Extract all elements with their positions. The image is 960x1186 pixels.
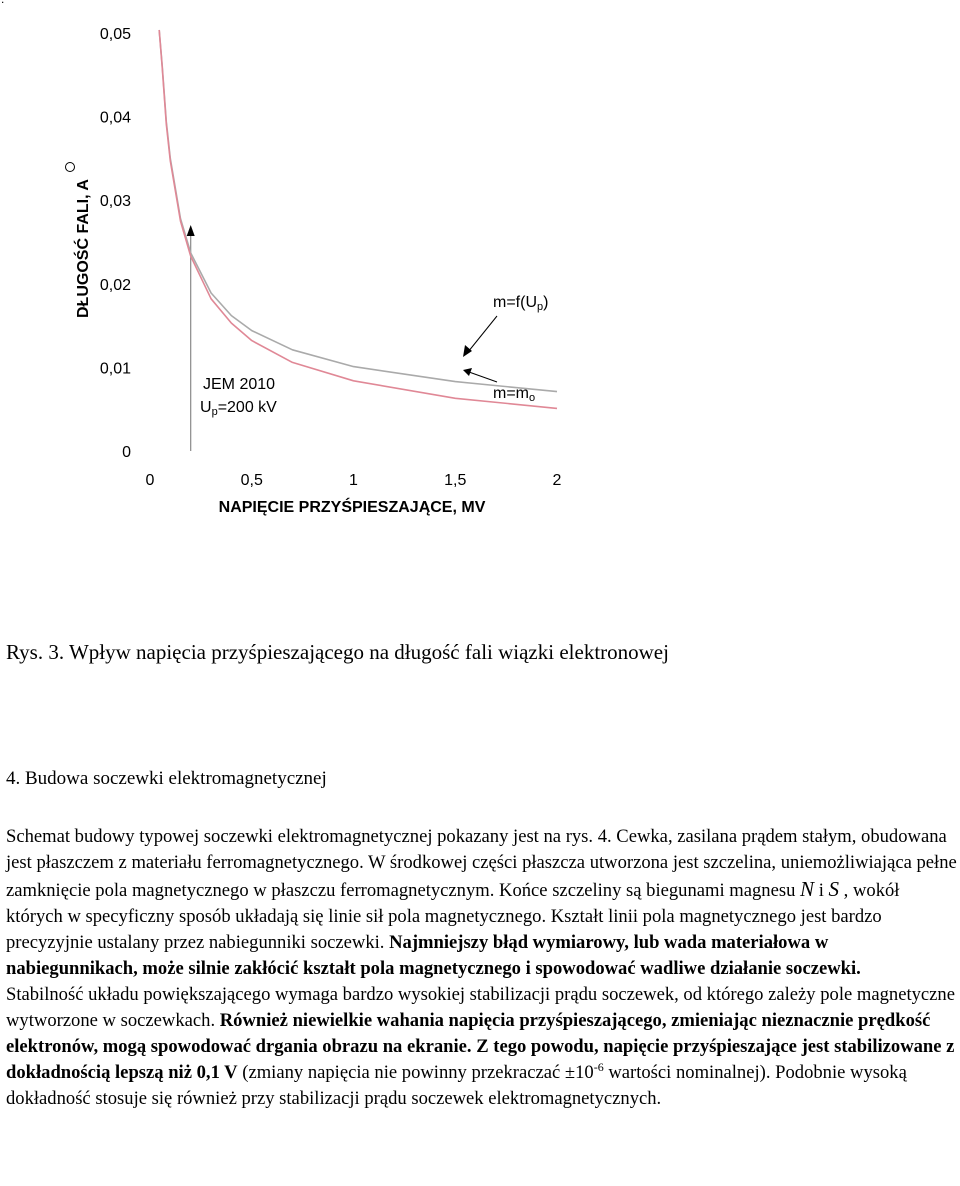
chart-series (159, 30, 557, 408)
pointer-arrow-rest-mass (463, 368, 472, 376)
angstrom-ring (66, 163, 75, 172)
pointer-line-relativistic (468, 316, 497, 352)
body-text (6, 824, 958, 1112)
series-line-1 (159, 30, 557, 392)
x-tick-label: 0 (145, 472, 155, 489)
figure-caption: Rys. 3. Wpływ napięcia przyśpieszającego na długość fali wiązki elektronowej (6, 640, 669, 664)
wavelength-chart (0, 0, 600, 530)
paragraph-stabilization: Stabilność układu powiększającego wymaga bardzo wysokiej stabilizacji prądu soczewek, od którego zależy pole magnetyczne wytworzone w soczewkach. Również niewielkie wahania napięcia przyśpieszającego, zmieniając nieznacznie prędkość elektronów, mogą spowodować drgania obrazu na ekranie. Z tego powodu, napięcie przyśpieszające jest stabilizowane z dokładnością lepszą niż 0,1 V (zmiany napięcia nie powinny przekraczać $\pm 10^{-6}$ wartości nominalnej). Podobnie wysoką dokładność stosuje się również przy stabilizacji prądu soczewek elektromagnetycznych. (6, 984, 955, 1109)
jem-voltage-label: Up=200 kV (200, 399, 277, 418)
y-tick-label: 0,03 (99, 193, 131, 211)
pointer-line-rest-mass (469, 372, 497, 382)
jem-arrowhead (187, 225, 195, 236)
y-axis-title (73, 179, 92, 318)
y-tick-label: 0,01 (99, 360, 131, 378)
y-axis-label: DŁUGOŚĆ FALI, A (75, 179, 92, 318)
paragraph-lens-structure: Schemat budowy typowej soczewki elektromagnetycznej pokazany jest na rys. 4. Cewka, zasilana prądem stałym, obudowana jest płaszczem z materiału ferromagnetycznego. W środkowej części płaszcza utworzona jest szczelina, uniemożliwiająca pełne zamknięcie pola magnetycznego w płaszczu ferromagnetycznym. Końce szczeliny są biegunami magnesu N i S , wokół których w specyficzny sposób układają się linie sił pola magnetycznego. Kształt linii pola magnetycznego jest bardzo precyzyjnie ustalany przez nabiegunniki soczewki. Najmniejszy błąd wymiarowy, lub wada materiałowa w nabiegunnikach, może silnie zakłócić kształt pola magnetycznego i spowodować wadliwe działanie soczewki. (6, 826, 957, 979)
x-tick-label: 1 (349, 472, 358, 489)
x-axis-label: NAPIĘCIE PRZYŚPIESZAJĄCE, MV (218, 499, 486, 516)
series-line-0 (159, 30, 557, 408)
x-tick-labels (146, 472, 562, 489)
x-tick-label: 0,5 (240, 472, 263, 489)
jem-label: JEM 2010 (203, 376, 276, 393)
section-heading: 4. Budowa soczewki elektromagnetycznej (6, 768, 327, 789)
pointer-arrow-relativistic (463, 345, 472, 357)
y-tick-label: 0 (122, 444, 131, 461)
y-tick-label: 0,04 (99, 109, 131, 127)
y-tick-label: 0,02 (99, 276, 131, 294)
x-tick-label: 1,5 (444, 472, 467, 489)
series-label-rest-mass: m=mo (493, 385, 536, 404)
series-label-relativistic: m=f(Up) (493, 294, 549, 313)
y-tick-labels (100, 26, 131, 461)
x-tick-label: 2 (552, 472, 562, 489)
y-tick-label: 0,05 (99, 26, 131, 43)
